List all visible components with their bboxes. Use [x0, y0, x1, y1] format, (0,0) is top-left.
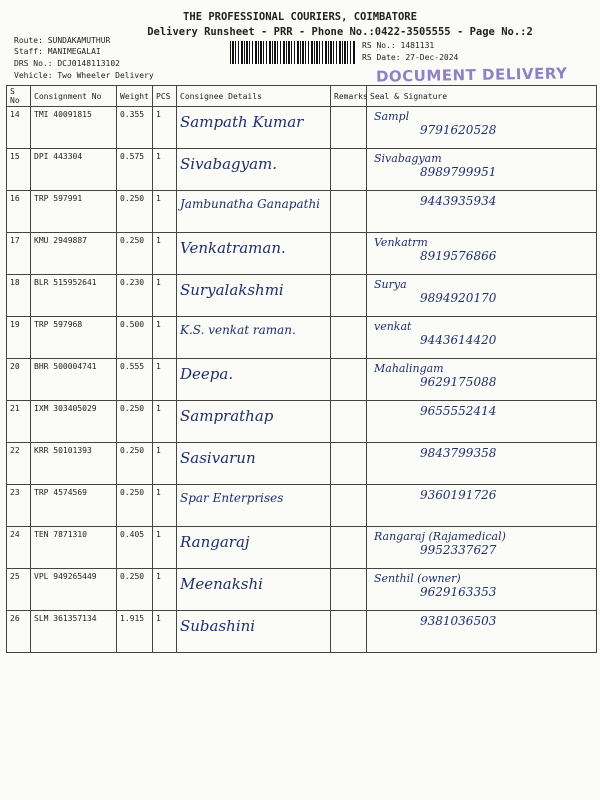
- phone-number: 9791620528: [420, 123, 497, 137]
- consignee-name: K.S. venkat raman.: [180, 323, 296, 337]
- weight-cell: 0.250: [117, 233, 153, 275]
- remarks-cell: [331, 233, 367, 275]
- pcs-cell: 1: [153, 485, 177, 527]
- seal-cell: [367, 443, 597, 485]
- consignee-cell: [177, 233, 331, 275]
- phone-number: 9629175088: [420, 375, 497, 389]
- remarks-cell: [331, 485, 367, 527]
- pcs-cell: 1: [153, 149, 177, 191]
- remarks-cell: [331, 611, 367, 653]
- consignee-cell: [177, 149, 331, 191]
- table-row: [7, 443, 597, 485]
- col-remarks: Remarks: [331, 86, 367, 107]
- phone-number: 9629163353: [420, 585, 497, 599]
- consignment-cell: KMU 2949887: [31, 233, 117, 275]
- table-row: [7, 191, 597, 233]
- seal-cell: [367, 611, 597, 653]
- table-row: [7, 275, 597, 317]
- table-row: [7, 149, 597, 191]
- weight-cell: 0.250: [117, 485, 153, 527]
- weight-cell: 1.915: [117, 611, 153, 653]
- pcs-cell: 1: [153, 527, 177, 569]
- consignee-name: Jambunatha Ganapathi: [180, 197, 321, 211]
- pcs-cell: 1: [153, 233, 177, 275]
- consignment-cell: KRR 50101393: [31, 443, 117, 485]
- phone-number: 8919576866: [420, 249, 497, 263]
- consignee-cell: [177, 527, 331, 569]
- pcs-cell: 1: [153, 569, 177, 611]
- table-row: [7, 233, 597, 275]
- consignment-cell: BHR 500004741: [31, 359, 117, 401]
- col-consignee: Consignee Details: [177, 86, 331, 107]
- table-row: [7, 317, 597, 359]
- company-title: THE PROFESSIONAL COURIERS, COIMBATORE: [183, 11, 417, 23]
- consignee-name: Sasivarun: [180, 449, 256, 467]
- col-sno: S No: [7, 86, 31, 107]
- barcode: [230, 41, 356, 64]
- remarks-cell: [331, 191, 367, 233]
- weight-cell: 0.500: [117, 317, 153, 359]
- weight-cell: 0.405: [117, 527, 153, 569]
- col-seal-signature: Seal & Signature: [367, 86, 597, 107]
- seal-cell: [367, 191, 597, 233]
- consignee-name: Samprathap: [180, 407, 274, 425]
- sno-cell: 14: [7, 107, 31, 149]
- signature: Sampl: [374, 110, 410, 123]
- sno-cell: 16: [7, 191, 31, 233]
- consignee-name: Spar Enterprises: [180, 491, 284, 505]
- consignee-cell: [177, 107, 331, 149]
- seal-cell: [367, 233, 597, 275]
- weight-cell: 0.230: [117, 275, 153, 317]
- table-row: [7, 527, 597, 569]
- consignment-cell: SLM 361357134: [31, 611, 117, 653]
- consignment-cell: TRP 597968: [31, 317, 117, 359]
- consignee-name: Rangaraj: [180, 533, 250, 551]
- consignment-cell: TMI 40091815: [31, 107, 117, 149]
- pcs-cell: 1: [153, 443, 177, 485]
- rs-date: RS Date: 27-Dec-2024: [362, 53, 459, 62]
- consignment-cell: VPL 949265449: [31, 569, 117, 611]
- pcs-cell: 1: [153, 401, 177, 443]
- seal-cell: [367, 317, 597, 359]
- signature: Surya: [374, 278, 407, 291]
- col-consignment: Consignment No: [31, 86, 117, 107]
- vehicle-label: Vehicle: Two Wheeler Delivery: [14, 71, 154, 80]
- signature: Senthil (owner): [374, 572, 461, 585]
- weight-cell: 0.250: [117, 191, 153, 233]
- sno-cell: 22: [7, 443, 31, 485]
- col-pcs: PCS: [153, 86, 177, 107]
- consignee-name: Subashini: [180, 617, 256, 635]
- remarks-cell: [331, 569, 367, 611]
- sno-cell: 20: [7, 359, 31, 401]
- consignment-cell: TRP 597991: [31, 191, 117, 233]
- weight-cell: 0.250: [117, 401, 153, 443]
- consignee-name: Sampath Kumar: [180, 113, 304, 131]
- consignee-name: Deepa.: [180, 365, 234, 383]
- weight-cell: 0.575: [117, 149, 153, 191]
- consignment-cell: BLR 515952641: [31, 275, 117, 317]
- phone-number: 9843799358: [420, 446, 497, 460]
- consignee-name: Venkatraman.: [180, 239, 286, 257]
- signature: venkat: [374, 320, 412, 333]
- drs-number: DRS No.: DCJ0148113102: [14, 59, 120, 68]
- remarks-cell: [331, 317, 367, 359]
- consignee-cell: [177, 317, 331, 359]
- runsheet-table: [6, 85, 597, 653]
- signature: Mahalingam: [374, 362, 444, 375]
- signature: Sivabagyam: [374, 152, 442, 165]
- pcs-cell: 1: [153, 611, 177, 653]
- pcs-cell: 1: [153, 191, 177, 233]
- consignee-name: Meenakshi: [180, 575, 263, 593]
- weight-cell: 0.250: [117, 569, 153, 611]
- table-header-row: [7, 86, 597, 107]
- col-weight: Weight: [117, 86, 153, 107]
- consignment-cell: TEN 7871310: [31, 527, 117, 569]
- seal-cell: [367, 527, 597, 569]
- consignee-name: Suryalakshmi: [180, 281, 284, 299]
- pcs-cell: 1: [153, 359, 177, 401]
- consignee-cell: [177, 485, 331, 527]
- signature: Venkatrm: [374, 236, 428, 249]
- remarks-cell: [331, 359, 367, 401]
- sno-cell: 17: [7, 233, 31, 275]
- staff-label: Staff: MANIMEGALAI: [14, 47, 101, 56]
- remarks-cell: [331, 275, 367, 317]
- table-row: [7, 359, 597, 401]
- consignment-cell: DPI 443304: [31, 149, 117, 191]
- sno-cell: 18: [7, 275, 31, 317]
- remarks-cell: [331, 149, 367, 191]
- seal-cell: [367, 401, 597, 443]
- pcs-cell: 1: [153, 107, 177, 149]
- consignee-cell: [177, 443, 331, 485]
- phone-number: 9443614420: [420, 333, 497, 347]
- phone-number: 8989799951: [420, 165, 497, 179]
- phone-number: 9894920170: [420, 291, 497, 305]
- table-row: [7, 611, 597, 653]
- seal-cell: [367, 149, 597, 191]
- consignee-cell: [177, 359, 331, 401]
- consignee-cell: [177, 275, 331, 317]
- table-row: [7, 107, 597, 149]
- sno-cell: 24: [7, 527, 31, 569]
- consignee-cell: [177, 191, 331, 233]
- phone-number: 9443935934: [420, 194, 497, 208]
- sno-cell: 25: [7, 569, 31, 611]
- consignee-cell: [177, 401, 331, 443]
- pcs-cell: 1: [153, 317, 177, 359]
- consignee-cell: [177, 611, 331, 653]
- sno-cell: 23: [7, 485, 31, 527]
- seal-cell: [367, 107, 597, 149]
- runsheet-subtitle: Delivery Runsheet - PRR - Phone No.:0422-3505555 - Page No.:2: [147, 26, 533, 38]
- phone-number: 9655552414: [420, 404, 497, 418]
- phone-number: 9360191726: [420, 488, 497, 502]
- seal-cell: [367, 359, 597, 401]
- table-row: [7, 569, 597, 611]
- seal-cell: [367, 485, 597, 527]
- signature: Rangaraj (Rajamedical): [374, 530, 506, 543]
- phone-number: 9952337627: [420, 543, 497, 557]
- table-row: [7, 485, 597, 527]
- sno-cell: 15: [7, 149, 31, 191]
- route-label: Route: SUNDAKAMUTHUR: [14, 36, 111, 45]
- weight-cell: 0.250: [117, 443, 153, 485]
- remarks-cell: [331, 443, 367, 485]
- remarks-cell: [331, 107, 367, 149]
- phone-number: 9381036503: [420, 614, 497, 628]
- weight-cell: 0.555: [117, 359, 153, 401]
- sno-cell: 26: [7, 611, 31, 653]
- pcs-cell: 1: [153, 275, 177, 317]
- consignment-cell: IXM 303405029: [31, 401, 117, 443]
- document-delivery-stamp: DOCUMENT DELIVERY: [375, 64, 568, 86]
- consignee-name: Sivabagyam.: [180, 155, 278, 173]
- sno-cell: 19: [7, 317, 31, 359]
- table-row: [7, 401, 597, 443]
- seal-cell: [367, 569, 597, 611]
- sno-cell: 21: [7, 401, 31, 443]
- weight-cell: 0.355: [117, 107, 153, 149]
- consignment-cell: TRP 4574569: [31, 485, 117, 527]
- consignee-cell: [177, 569, 331, 611]
- remarks-cell: [331, 527, 367, 569]
- seal-cell: [367, 275, 597, 317]
- remarks-cell: [331, 401, 367, 443]
- rs-number: RS No.: 1481131: [362, 41, 435, 50]
